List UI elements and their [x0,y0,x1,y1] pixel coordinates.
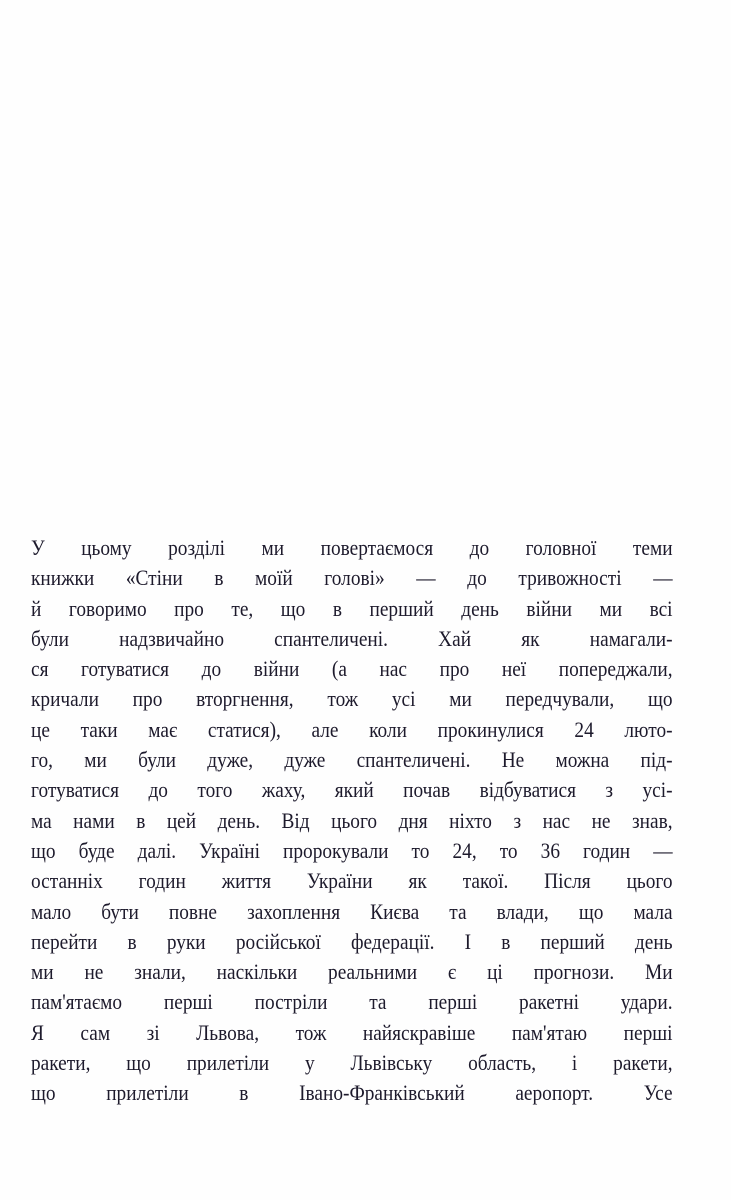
text-line: пам'ятаємо перші постріли та перші ракетні удари. [31,989,673,1015]
text-line: У цьому розділі ми повертаємося до головної теми [31,535,673,560]
text-line: ма нами в цей день. Від цього дня ніхто з нас не знав, [31,807,673,833]
text-line: що прилетіли в Івано-Франківський аеропорт. Усе [31,1080,673,1106]
text-line: й говоримо про те, що в перший день війни ми всі [31,595,673,621]
text-line: останніх годин життя України як такої. Після цього [31,868,673,894]
text-line: були надзвичайно спантеличені. Хай як намагали- [31,625,673,651]
text-line: перейти в руки російської федерації. І в перший день [31,928,673,954]
text-line: готуватися до того жаху, який почав відбуватися з усі- [31,777,673,803]
text-line: ракети, що прилетіли у Львівську область, і ракети, [31,1050,673,1076]
text-line: що буде далі. Україні пророкували то 24, то 36 годин — [31,837,673,863]
text-line: го, ми були дуже, дуже спантеличені. Не можна під- [31,747,673,773]
text-line: мало бути повне захоплення Києва та влади, що мала [31,898,673,924]
text-line: Я сам зі Львова, тож найяскравіше пам'ятаю перші [31,1019,673,1045]
text-line: кричали про вторгнення, тож усі ми передчували, що [31,686,673,712]
book-page-text [31,533,673,1109]
text-line: ся готуватися до війни (а нас про неї попереджали, [31,656,673,682]
text-line: це таки має статися), але коли прокинулися 24 люто- [31,716,673,742]
text-line: книжки «Стіни в моїй голові» — до тривожності — [31,565,673,591]
text-line: ми не знали, наскільки реальними є ці прогнози. Ми [31,959,673,985]
